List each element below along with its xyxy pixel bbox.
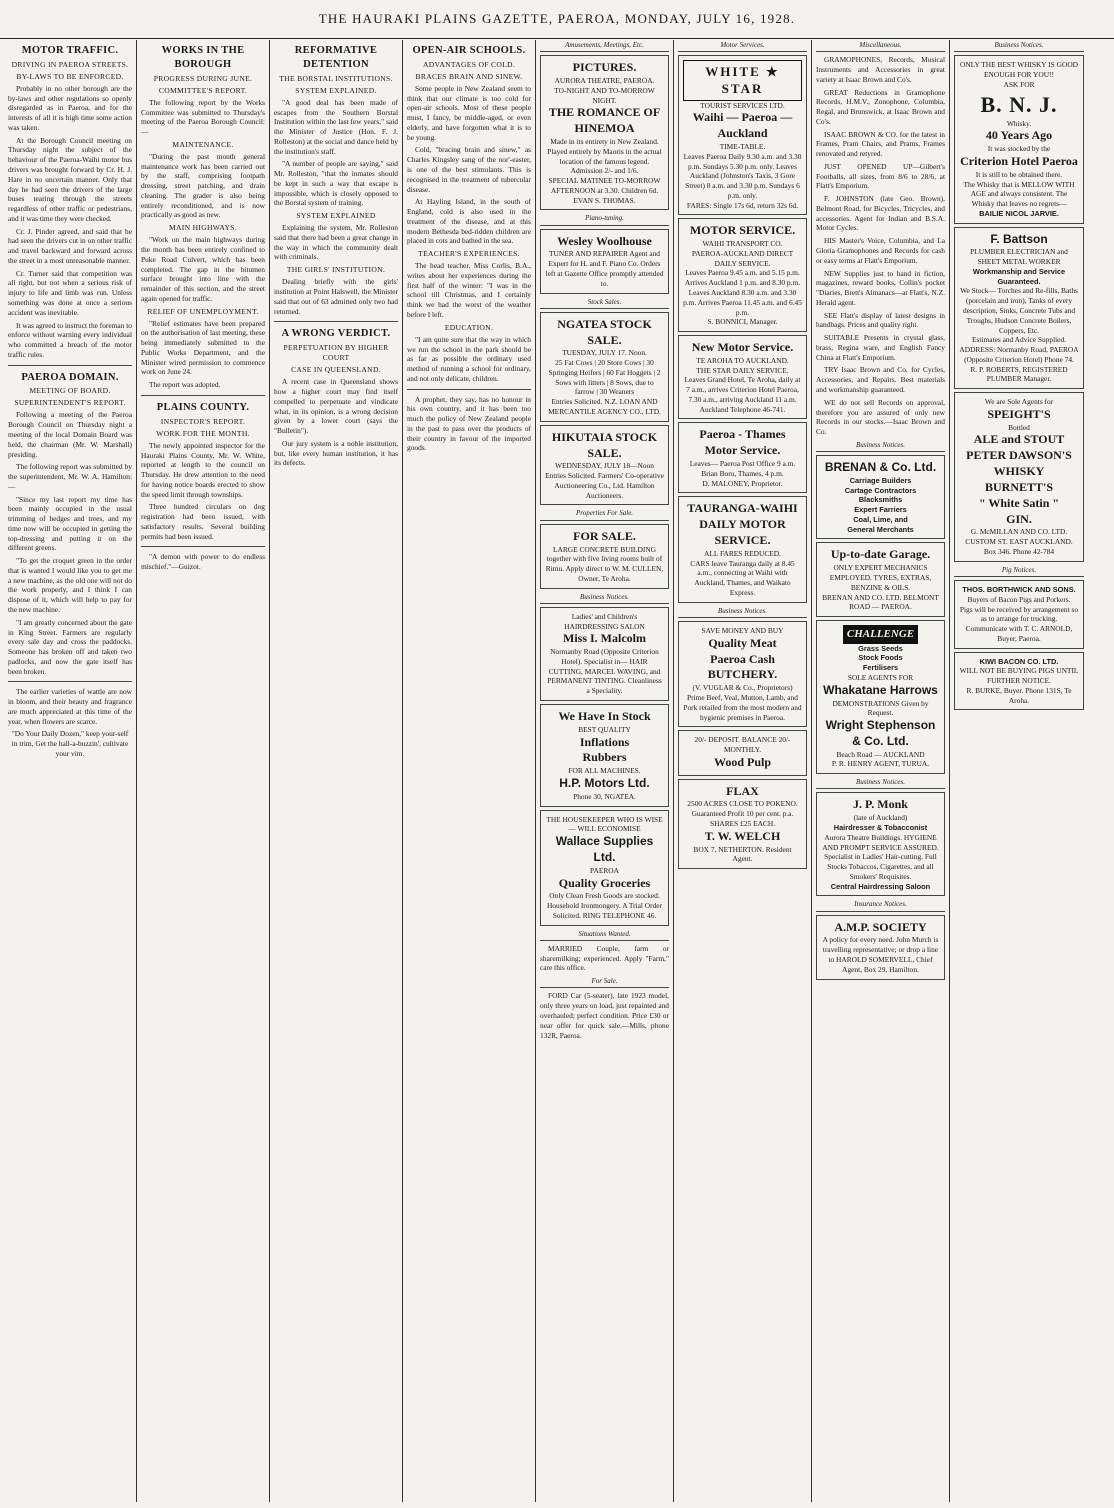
subhead: PROGRESS DURING JUNE.: [153, 73, 253, 83]
ad-title: Workmanship and Service Guaranteed.: [972, 266, 1066, 286]
ad-name: Wallace Supplies Ltd.: [555, 834, 654, 864]
headline: A WRONG VERDICT.: [281, 328, 391, 340]
paragraph: The following report was submitted by the superintendent, Mr. W. A. Hamilton:—: [8, 462, 132, 491]
ad-text: (late of Auckland): [853, 813, 908, 823]
ad-text: TUESDAY, JULY 17. Noon.: [562, 348, 647, 358]
ad-text: CARS leave Tauranga daily at 8.45 a.m., connecting at Waihi with Auckland, Thames, and Waikato Express.: [690, 558, 795, 597]
classified: GREAT Reductions in Gramophone Records, H.M.V., Zonophone, Columbia, Regal, and Brunswick, at Isaac Brown and Co's.: [816, 87, 945, 126]
ad-hikutaia-sale: [540, 425, 669, 506]
ad-name: J. P. Monk: [853, 797, 908, 812]
paragraph: The following report by the Works Committee was submitted to Thursday's meeting of the Paeroa Borough Council:—: [141, 97, 265, 137]
ad-title: Wesley Woolhouse: [557, 233, 652, 248]
ad-text: R. P. ROBERTS, REGISTERED PLUMBER Manager.: [970, 364, 1068, 384]
ad-title: Hairdresser & Tobacconist: [833, 823, 928, 833]
ad-title: WHISKY: [993, 464, 1045, 479]
paragraph: "Relief estimates have been prepared on the authorisation of last meeting, these being immediately submitted to the Public Works Department, and the Minister wired permission to commence work on June 24.: [141, 318, 265, 377]
column-business-notices: [950, 40, 1088, 1502]
section-label: Business Notices.: [816, 440, 945, 452]
paragraph: It was agreed to instruct the foreman to enforce without warning every individual who committed a breach of the motor traffic rules.: [8, 320, 132, 359]
ad-title: 40 Years Ago: [985, 128, 1053, 143]
classified: TRY Isaac Brown and Co. for Cycles, Accessories, and Repairs. Best materials and workmanship guaranteed.: [816, 365, 945, 394]
ad-text: Only Clean Fresh Goods are stocked. Household Ironmongery. A Trial Order Solicited. RING TELEPHONE 46.: [546, 891, 663, 920]
subhead: THE BORSTAL INSTITUTIONS.: [279, 73, 393, 83]
ad-item: Carriage Builders: [849, 475, 912, 485]
ad-item: Grass Seeds: [858, 643, 903, 653]
ad-name: THOS. BORTHWICK AND SONS.: [962, 584, 1076, 594]
ad-title: Central Hairdressing Saloon: [830, 881, 931, 891]
paragraph: "To get the croquet green in the order that is wanted I would like you to get me a new machine, as the old one will not do the work properly, and I think I can dispose of it, which will help to pay for the new machine.: [8, 556, 132, 614]
paragraph: Some people in New Zealand seem to think that our climate is too cold for open-air schools. Most of these people must, I fancy, be middle-aged, or even elderly, and have forgotten what it is to be young.: [407, 83, 531, 142]
section-label: Business Notices.: [678, 606, 807, 618]
ad-garage: [816, 542, 945, 617]
ad-text: WAIHI TRANSPORT CO.: [702, 239, 783, 249]
ad-flax: [678, 779, 807, 869]
ad-title: SPEIGHT'S: [987, 406, 1051, 421]
ad-text: SAVE MONEY AND BUY: [701, 625, 784, 635]
section-label: Properties For Sale.: [540, 508, 669, 520]
subhead: MEETING OF BOARD.: [29, 386, 111, 396]
ad-text: S. BONNICI, Manager.: [707, 317, 778, 327]
verse: "Do Your Daily Dozen," keep your-self in trim, Get the ball-a-buzzin', cultivate your vim.: [11, 729, 129, 758]
paragraph: At the Borough Council meeting on Thursday night the subject of the behaviour of the Paeroa-Waihi motor bus drivers was brought forward by Cr. H. J. Hare in no uncertain manner. Only that day he had seen the drivers of the large buses tearing through the streets regardless of other traffic or pedestrians, and it was time they were checked.: [8, 135, 132, 223]
ad-text: BEST QUALITY: [578, 724, 631, 734]
ad-title: MOTOR SERVICE.: [689, 223, 796, 238]
ad-text: Entries Solicited. N.Z. LOAN AND MERCANTILE AGENCY CO., LTD.: [548, 397, 661, 416]
ad-text: CUSTOM ST. EAST AUCKLAND.: [965, 537, 1073, 547]
ad-title: FLAX: [726, 783, 759, 798]
ad-text: The Whisky that is MELLOW WITH AGE and always consistent. The Whisky that leaves no regrets—: [963, 179, 1075, 209]
classified: JUST OPENED UP—Gilbert's Footballs, all sizes, from 8/6 to 28/6, at Flatt's Emporium.: [816, 161, 945, 191]
ad-text: TOURIST SERVICES LTD.: [700, 100, 785, 110]
section-label: Situations Wanted.: [540, 929, 669, 941]
column-miscellaneous: [812, 40, 950, 1502]
subhead: INSPECTOR'S REPORT.: [160, 416, 246, 426]
ad-text: PAEROA: [590, 865, 619, 875]
ad-text: WEDNESDAY, JULY 18—Noon: [555, 461, 654, 471]
ad-name: Paeroa Cash BUTCHERY.: [707, 651, 778, 682]
paragraph: The newly appointed inspector for the Hauraki Plains County, Mr. W. White, reported at length to the council on Thursday. He drew attention to the need for having notice boards erected to show the speed limit through townships.: [141, 440, 265, 499]
ad-text: EVAN S. THOMAS.: [573, 195, 636, 205]
ad-item: Expert Farriers: [854, 505, 907, 515]
section-label: Business Notices.: [954, 40, 1084, 52]
ad-text: TUNER AND REPAIRER Agent and Expert for H. and F. Piano Co. Orders left at Gazette Office promptly attended to.: [545, 249, 664, 288]
ad-title: Ladies' and Children's HAIRDRESSING SALON: [564, 611, 645, 631]
paragraph: Dealing briefly with the girls' institution at Point Halswell, the Minister said that out of 63 admitted only two had returned.: [274, 277, 398, 316]
ad-title: Quality Meat: [708, 635, 777, 650]
classified: WE do not sell Records on approval, therefore you are assured of only new Records in our stocks.—Isaac Brown and Co.: [816, 397, 945, 437]
paragraph: A recent case in Queensland shows how a higher court may find itself compelled to perpetuate and vindicate what, in its opinion, is a wrong decision given by a lower court (says the "Bulletin").: [274, 377, 398, 436]
ad-title: Wood Pulp: [713, 754, 772, 769]
subhead: BRACES BRAIN AND SINEW.: [415, 71, 523, 81]
ad-white-star: [678, 55, 807, 215]
ad-text: R. BURKE, Buyer. Phone 131S, Te Aroha.: [966, 685, 1072, 705]
ad-text: P. R. HENRY AGENT, TURUA.: [831, 759, 930, 769]
section-label: Piano-tuning.: [540, 213, 669, 225]
ad-text: Bottled: [1008, 422, 1030, 432]
ad-text: G. McMILLAN AND CO. LTD.: [970, 527, 1068, 537]
ad-name: KIWI BACON CO. LTD.: [979, 656, 1059, 666]
headline: PAEROA DOMAIN.: [21, 371, 119, 383]
paragraph: "A number of people are saying," said Mr. Rolleston, "that the inmates should be kept in such a way that escape is impossible, which is closely opposed to the Borstal system of training.: [274, 159, 398, 208]
ad-hp-motors: [540, 704, 669, 807]
paragraph: Cr. Turner said that competition was all right, but not when a serious risk of injury to life and limb was run. Unless something was done at once a serious accident was inevitable.: [8, 268, 132, 317]
ad-item: Rubbers: [582, 750, 627, 765]
ad-text: It is still to be obtained there.: [975, 169, 1063, 179]
column-reformative-detention: [270, 40, 403, 1502]
ad-name: F. Battson: [990, 231, 1048, 246]
subhead: SYSTEM EXPLAINED.: [295, 85, 377, 95]
ad-title: A.M.P. SOCIETY: [834, 919, 927, 934]
ad-title: " White Satin ": [978, 495, 1060, 510]
paragraph: Three hundred circulars on dog registration had been issued, with satisfactory results. Several building permits had been issued.: [141, 502, 265, 541]
paragraph: "I am greatly concerned about the gate in King Street. Farmers are regularly every sale day and cross the paddocks. Someone has broken off and taken two padlocks, and now the gate itself has been broken.: [8, 617, 132, 676]
ad-monk: [816, 792, 945, 896]
ad-text: 20/- DEPOSIT. BALANCE 20/- MONTHLY.: [694, 735, 791, 755]
ad-name: BAILIE NICOL JARVIE.: [979, 208, 1059, 218]
column-open-air-schools: [403, 40, 536, 1502]
ad-title: Criterion Hotel Paeroa: [960, 153, 1078, 168]
ad-title: FOR SALE.: [573, 528, 636, 543]
ad-name: Whakatane Harrows: [823, 682, 938, 697]
ad-item: General Merchants: [847, 524, 914, 534]
paragraph: At Hayling Island, in the south of England, cold is also used in the treatment of the disease, and at this modern Bethesda bed-ridden children are placed in cots and bathed in the sea.: [407, 197, 531, 246]
ad-title: PICTURES.: [572, 60, 637, 75]
section-label: Business Notices.: [816, 777, 945, 789]
classified: MARRIED Couple, farm or sharemilking; experienced. Apply "Farm," care this office.: [540, 943, 669, 973]
section-label: Motor Services.: [678, 40, 807, 52]
section-label: Miscellaneous.: [816, 40, 945, 52]
ad-borthwick: [954, 580, 1084, 649]
ad-text: We are Sole Agents for: [984, 397, 1054, 407]
ad-name: BRENAN & Co. Ltd.: [824, 460, 937, 475]
paragraph: "I am quite sure that the way in which we run the school in the park should be as far as possible the ordinary used method of running a school for ordinary, and not only delicate, children.: [407, 334, 531, 383]
headline: OPEN-AIR SCHOOLS.: [412, 45, 526, 56]
ad-text: Whisky.: [1006, 118, 1032, 128]
ad-title: PETER DAWSON'S: [966, 448, 1072, 463]
ad-title: Paeroa - Thames Motor Service.: [699, 427, 786, 458]
ad-title: New Motor Service.: [691, 340, 794, 355]
subhead: MAIN HIGHWAYS.: [168, 223, 238, 233]
masthead: THE HAURAKI PLAINS GAZETTE, PAEROA, MONDAY, JULY 16, 1928.: [0, 0, 1114, 39]
ad-name: Wright Stephenson & Co. Ltd.: [825, 718, 936, 748]
paragraph: "During the past month general maintenance work has been carried out by the staff, comprising footpath dressing, street patching, and drain cleaning. The grader is also being entirely reconditioned, and is now practically as good as new.: [141, 151, 265, 220]
subhead: PERPETUATION BY HIGHER COURT: [283, 343, 389, 363]
ad-text: ALL FARES REDUCED.: [704, 548, 781, 558]
ad-text: Buyers of Bacon Pigs and Porkers.: [967, 594, 1071, 604]
subhead: SYSTEM EXPLAINED: [296, 211, 376, 221]
ad-text: FOR ALL MACHINES.: [568, 766, 641, 776]
subhead: SUPERINTENDENT'S REPORT.: [14, 398, 126, 408]
subhead: MAINTENANCE.: [172, 139, 234, 149]
ad-title: HIKUTAIA STOCK SALE.: [551, 429, 658, 460]
ad-title: Waihi — Paeroa — Auckland: [692, 110, 793, 141]
classified: F. JOHNSTON (late Geo. Brown), Belmont Road, for Bicycles, Tricycles, and accessories. Agent for Indian and B.S.A. Motor Cycles.: [816, 194, 945, 233]
paragraph: Our jury system is a noble institution, but, like every human institution, it has its defects.: [274, 438, 398, 468]
film-title: HINEMOA: [574, 121, 635, 136]
ad-battson: [954, 227, 1084, 390]
headline: REFORMATIVE DETENTION: [294, 45, 378, 70]
ad-text: Phone 30, NGATEA.: [573, 791, 636, 801]
white-star-logo: WHITE ★ STAR: [683, 60, 802, 100]
ad-title: ALE and STOUT: [973, 432, 1065, 447]
paragraph: Following a meeting of the Paeroa Borough Council on Thursday night a meeting of the local Domain Board was held, the chairman (Mr. W. Marshall) presiding.: [8, 410, 132, 459]
paragraph: The report was adopted.: [149, 380, 221, 390]
ad-text: D. MALONEY, Proprietor.: [702, 478, 783, 488]
divider: [8, 365, 132, 366]
subhead: EDUCATION.: [444, 322, 494, 332]
ad-text: It was stocked by the: [987, 144, 1051, 154]
ad-text: Pigs will be received by arrangement so as to arrange for trucking.: [959, 604, 1079, 624]
ad-wallace: [540, 810, 669, 926]
ad-title: We Have In Stock: [558, 709, 651, 724]
ad-name: H.P. Motors Ltd.: [559, 776, 650, 791]
paragraph: Cold, "bracing brain and sinew," as Charles Kingsley sang of the nor'-easter, is one of the best stimulants. This is recognised in the treatment of tubercular disease.: [407, 145, 531, 194]
ad-challenge: [816, 620, 945, 774]
ad-text: We Stock— Torches and Re-fills, Baths (porcelain and iron), Tanks of every description, Sinks, Concrete Tubs and Troughs, Hudson Concrete Boilers, Coppers, Etc.: [960, 286, 1078, 335]
ad-title: BURNETT'S: [984, 479, 1054, 494]
ad-amp: [816, 915, 945, 980]
ad-text: Leaves Grand Hotel, Te Aroha, daily at 7 a.m., arrives Criterion Hotel Paeroa, 7.30 a.m., arriving Auckland 11 a.m.: [684, 375, 801, 404]
ad-text: Aurora Theatre Buildings. HYGIENE AND PROMPT SERVICE ASSURED. Specialist in Ladies' Hair-cutting. Full Stocks Tobaccos, Cigarettes, and all Smokers' Requisites.: [822, 832, 939, 881]
ad-title: Up-to-date Garage.: [830, 547, 931, 562]
subhead: ADVANTAGES OF COLD.: [422, 59, 516, 69]
film-title: THE ROMANCE OF: [548, 105, 661, 120]
section-label: Amusements, Meetings, Etc.: [540, 40, 669, 52]
subhead: WORK FOR THE MONTH.: [156, 428, 250, 438]
subhead: COMMITTEE'S REPORT.: [158, 85, 248, 95]
classified: ISAAC BROWN & CO. for the latest in Frames, Pram Chairs, and Prams, Frames renovated and retyred.: [816, 129, 945, 159]
paragraph: The head teacher, Miss Corlis, B.A., writes about her experiences during the first half of the winter: "I was in the school till Christmas, and I certainly think we had the worst of the weather before I left.: [407, 261, 531, 319]
ad-item: Stock Foods: [858, 653, 903, 663]
ad-text: 25 Fat Cows | 20 Store Cows | 30 Springing Heifers | 60 Fat Hoggets | 2 Sows with litters | 8 Sows, due to farrow | 30 Weaners: [548, 358, 661, 397]
section-label: Business Notices.: [540, 592, 669, 604]
ad-text: THE HOUSEKEEPER WHO IS WISE— WILL ECONOMISE: [546, 814, 663, 834]
ad-text: Box 346. Phone 42-784: [983, 546, 1055, 556]
ad-new-motor-service: [678, 335, 807, 419]
ad-salon: [540, 607, 669, 701]
ad-text: (V. VUGLAR & Co., Proprietors): [692, 683, 793, 693]
ad-ngatea-sale: [540, 312, 669, 422]
ad-waihi-transport: [678, 218, 807, 332]
ad-pictures: [540, 55, 669, 210]
ad-text: Estimates and Advice Supplied.: [971, 335, 1066, 345]
ad-paeroa-thames: [678, 422, 807, 493]
section-label: For Sale.: [540, 976, 669, 988]
ad-text: AURORA THEATRE, PAEROA.: [554, 76, 655, 86]
ad-text: TO-NIGHT AND TO-MORROW NIGHT.: [554, 85, 655, 105]
ad-text: ONLY EXPERT MECHANICS EMPLOYED. TYRES, EXTRAS, BENZINE & OILS.: [829, 563, 932, 592]
divider: [274, 321, 398, 322]
ad-text: ADDRESS: Normanby Road, PAEROA (Opposite Criterion Hotel) Phone 74.: [959, 345, 1079, 364]
columns: [4, 40, 1110, 1504]
ad-text: SOLE AGENTS FOR: [847, 672, 914, 682]
ad-item: Fertilisers: [862, 663, 899, 673]
ad-text: Leaves Paeroa 9.45 a.m. and 5.15 p.m. Arrives Auckland 1 p.m. and 8.30 p.m. Leaves Auckland 8.30 a.m. and 3.30 p.m. Arrives Paeroa 11.45 a.m. and 6.45 p.m.: [683, 268, 802, 317]
classified: FORD Car (5-seater), late 1923 model, only three years on load, just repainted and overhauled; perfect condition. Price £30 or near offer for quick sale.—Mills, phone 132R, Paeroa.: [540, 991, 669, 1040]
divider: [141, 546, 265, 547]
classified: GRAMOPHONES, Records, Musical Instruments and Accessories in great variety at Isaac Brown and Co's.: [816, 55, 945, 84]
ad-item: Inflations: [579, 734, 630, 749]
ad-text: 2500 ACRES CLOSE TO POKENO. Guaranteed Profit 10 per cent. p.a. SHARES £25 EACH.: [687, 799, 798, 828]
ad-text: Normanby Road (Opposite Criterion Hotel). Specialist in— HAIR CUTTING, MARCEL WAVING, and PERMANENT TINTING. Cleanliness a Speciality.: [547, 647, 662, 696]
ad-title: Quality Groceries: [558, 875, 651, 890]
paragraph: Cr. J. Pinder agreed, and said that he had seen the drivers cut in on other traffic and travel backward and forward across the street in a most unreasonable manner.: [8, 226, 132, 265]
ad-name: B. N. J.: [980, 91, 1058, 117]
divider: [141, 395, 265, 396]
ad-text: Prime Beef, Veal, Mutton, Lamb, and Pork retailed from the most modern and hygienic premises in Paeroa.: [683, 692, 802, 722]
ad-title: TAURANGA-WAIHI DAILY MOTOR SERVICE.: [687, 501, 798, 548]
ad-name: Miss I. Malcolm: [563, 631, 646, 646]
ad-text: DEMONSTRATIONS Given by Request.: [832, 698, 929, 718]
ad-bnj-whisky: [954, 55, 1084, 223]
subhead: DRIVING IN PAEROA STREETS.: [11, 59, 129, 69]
ad-title: NGATEA STOCK SALE.: [557, 316, 652, 347]
ad-text: THE STAR DAILY SERVICE.: [696, 365, 789, 375]
divider: [8, 681, 132, 682]
ad-text: Communicate with T. C. ARNOLD, Buyer, Paeroa.: [965, 624, 1073, 643]
ad-item: Cartage Contractors: [844, 485, 917, 495]
ad-text: Leaves Paeroa Daily 9.30 a.m. and 3.30 p.m. Sundays 5.30 p.m. only. Leaves Auckland (Johnston's Taxis, 3 Gore Street) 8 a.m. and 3.30 p.m. Sundays 6 p.m. only.: [683, 151, 802, 200]
ad-item: Blacksmiths: [858, 495, 903, 505]
ad-text: A policy for every need. John Murch is travelling representative; or drop a line to HAROLD SOMERVELL, Chief Agent, Box 29, Hamilton.: [822, 935, 939, 974]
headline: PLAINS COUNTY.: [156, 401, 250, 413]
subhead: THE GIRLS' INSTITUTION.: [286, 265, 386, 275]
classified: NEW Supplies just to hand in fiction, magazines, reward books, Collin's pocket "Diaries, Brett's Almanacs—at Flatt's, N.Z. Herald agent.: [816, 268, 945, 307]
ad-tauranga-waihi: [678, 496, 807, 602]
ad-text: PAEROA-AUCKLAND DIRECT DAILY SERVICE.: [691, 248, 794, 268]
ad-text: Entries Solicited. Farmers' Co-operative Auctioneering Co., Ltd. Hamilton Auctioneers.: [545, 471, 664, 500]
divider: [407, 389, 531, 390]
section-label: Pig Notices.: [954, 565, 1084, 577]
paragraph: The earlier varieties of wattle are now in bloom, and their beauty and fragrance are much appreciated at this time of the year, when flowers are scarce.: [8, 687, 132, 726]
ad-for-sale: [540, 524, 669, 589]
headline: MOTOR TRAFFIC.: [21, 45, 119, 56]
paragraph: "Work on the main highways during the month has been entirely confined to Puke Road Culvert, which has been completed. The gap in the bitumen surface brought into line with the remainder of this section, and the street again opened for traffic.: [141, 235, 265, 303]
headline: WORKS IN THE BOROUGH: [161, 45, 245, 70]
ad-text: BOX 7, NETHERTON. Resident Agent.: [693, 844, 792, 864]
ad-kiwi-bacon: [954, 652, 1084, 711]
column-motor-services: [674, 40, 812, 1502]
paragraph: "Since my last report my time has been mainly occupied in the usual trimming of hedges and trees, and my time now will be occupied in getting the top-dressing and putting it on the different greens.: [8, 494, 132, 553]
paragraph: Probably in no other borough are the by-laws and other regulations so openly disregarded as in Paeroa, and for the interests of all it is high time some action was taken.: [8, 83, 132, 132]
ad-text: BRENAN AND CO. LTD. BELMONT ROAD — PAEROA.: [822, 592, 939, 612]
ad-speights: [954, 392, 1084, 562]
ad-text: LARGE CONCRETE BUILDING together with five living rooms built of Rimu. Apply direct to W. M. CULLEN, Owner, Te Aroha.: [545, 544, 664, 583]
challenge-banner: CHALLENGE: [843, 625, 918, 644]
ad-text: Auckland Telephone 46-741.: [699, 404, 786, 414]
paragraph: "A good deal has been made of escapes from the Southern Borstal Institution within the last few years," said the Minister of Justice (Hon. F. J. Rolleston) at the social and dance held by the institution's staff.: [274, 97, 398, 156]
column-motor-traffic: [4, 40, 137, 1502]
ad-name: T. W. WELCH: [704, 828, 781, 843]
ad-text: SPECIAL MATINEE TO-MORROW AFTERNOON at 3.30. Children 6d.: [548, 176, 661, 195]
ad-butchery: [678, 621, 807, 727]
column-amusements: [536, 40, 674, 1502]
paragraph: Explaining the system, Mr. Rolleston said that there had been a great change in the way in which the community dealt with criminals.: [274, 223, 398, 262]
paragraph: "A demon with power to do endless mischief."—Guizot.: [141, 552, 265, 572]
ad-brenan: [816, 455, 945, 539]
ad-text: ASK FOR: [1003, 79, 1035, 89]
subhead: RELIEF OF UNEMPLOYMENT.: [147, 306, 259, 316]
ad-text: Made in its entirety in New Zealand. Played entirely by Maoris in the actual location of the famous legend. Admission 2/- and 1/6.: [547, 137, 662, 176]
section-label: Insurance Notices.: [816, 899, 945, 911]
column-works-borough: [137, 40, 270, 1502]
classified: SEE Flatt's display of latest designs in handbags. Prices and quality right.: [816, 310, 945, 330]
ad-text: Beach Road — AUCKLAND: [836, 749, 925, 759]
ad-text: TIME-TABLE.: [719, 141, 766, 151]
ad-text: WILL NOT BE BUYING PIGS UNTIL FURTHER NOTICE.: [959, 666, 1079, 686]
classified: HIS Master's Voice, Columbia, and La Gloria Gramophones and Records for cash or easy terms at Flatt's Emporium.: [816, 236, 945, 265]
ad-text: FARES: Single 17s 6d, return 32s 6d.: [686, 200, 799, 210]
ad-text: TE AROHA TO AUCKLAND.: [696, 355, 789, 365]
ad-text: PLUMBER ELECTRICIAN and SHEET METAL WORKER: [970, 247, 1068, 267]
subhead: BY-LAWS TO BE ENFORCED.: [16, 71, 124, 81]
paragraph: A prophet, they say, has no honour in his own country, and it has been too much the policy of New Zealand people in the past to pass over the products of their country in favour of the imported goods.: [407, 394, 531, 453]
classified: SUITABLE Presents in crystal glass, brass, Regina ware, and English Fancy China at Flatt's Emporium.: [816, 333, 945, 362]
section-label: Stock Sales.: [540, 297, 669, 309]
ad-text: ONLY THE BEST WHISKY IS GOOD ENOUGH FOR YOU!!: [960, 60, 1078, 79]
subhead: CASE IN QUEENSLAND.: [291, 365, 381, 375]
ad-item: Coal, Lime, and: [853, 514, 908, 524]
ad-text: Leaves— Paeroa Post Office 9 a.m. Brian Boru, Thames, 4 p.m.: [689, 459, 796, 478]
ad-wood-pulp: [678, 730, 807, 775]
subhead: TEACHER'S EXPERIENCES.: [418, 249, 520, 259]
ad-title: GIN.: [1006, 511, 1032, 526]
ad-piano: [540, 229, 669, 294]
